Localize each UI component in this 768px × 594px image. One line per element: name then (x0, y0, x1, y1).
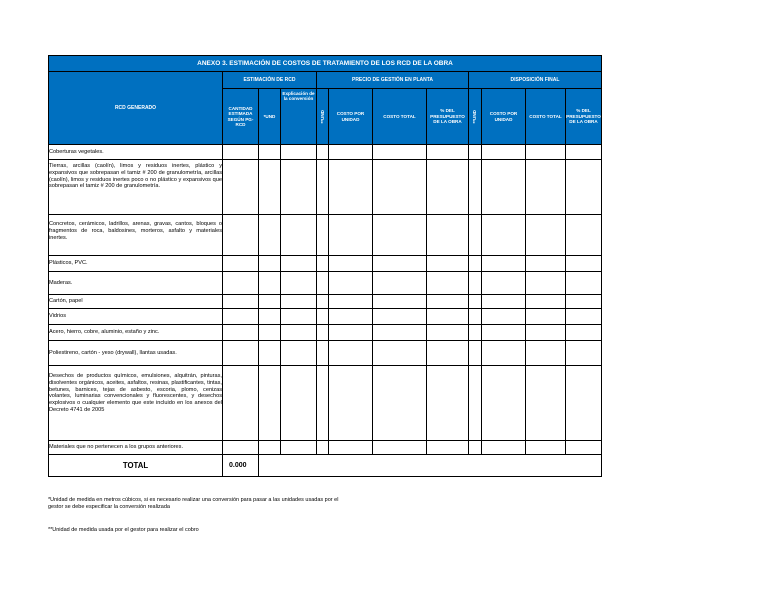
row-label: Tierras, arcillas (caolín), limos y residuos inertes, plástico y expansivos que sobrepasan el tamiz # 200 de granulometría, arcillas (caolín), limos y residuos inertes poco o no plástico y expansivos que sobrepasan el tamiz # 200 de granulometría. (49, 160, 223, 215)
input-cell[interactable] (526, 341, 566, 366)
input-cell[interactable] (281, 441, 317, 455)
header-rcd-generado: RCD GENERADO (49, 72, 223, 145)
input-cell[interactable] (281, 325, 317, 341)
input-cell[interactable] (469, 366, 482, 441)
input-cell[interactable] (526, 441, 566, 455)
table-row (49, 145, 602, 160)
input-cell[interactable] (223, 145, 259, 160)
table-row (49, 366, 602, 441)
input-cell[interactable] (317, 145, 329, 160)
row-label: Concretos, cerámicos, ladrillos, arenas, gravas, cantos, bloques o fragmentos de roca, baldosines, morteros, asfalto y materiales inertes. (49, 215, 223, 256)
input-cell[interactable] (281, 215, 317, 256)
input-cell[interactable] (482, 145, 526, 160)
input-cell[interactable] (427, 272, 469, 295)
input-cell[interactable] (566, 366, 602, 441)
input-cell[interactable] (317, 160, 329, 215)
input-cell[interactable] (223, 160, 259, 215)
input-cell[interactable] (566, 215, 602, 256)
footnote-unit-gestor: **Unidad de medida usada por el gestor para realizar el cobro (48, 527, 199, 533)
input-cell[interactable] (427, 341, 469, 366)
input-cell[interactable] (317, 366, 329, 441)
input-cell[interactable] (526, 295, 566, 309)
col-cantidad: CANTIDAD ESTIMADA SEGÚN PG-RCD (223, 89, 259, 145)
table-row (49, 272, 602, 295)
table-row (49, 309, 602, 325)
cost-table (48, 55, 602, 477)
input-cell[interactable] (373, 341, 427, 366)
input-cell[interactable] (281, 160, 317, 215)
input-cell[interactable] (373, 309, 427, 325)
input-cell[interactable] (469, 309, 482, 325)
row-label: Poliestireno, cartón - yeso (drywall), llantas usadas. (49, 341, 223, 366)
input-cell[interactable] (281, 145, 317, 160)
input-cell[interactable] (566, 325, 602, 341)
input-cell[interactable] (281, 309, 317, 325)
input-cell[interactable] (223, 441, 259, 455)
input-cell[interactable] (469, 160, 482, 215)
col-costo-total: COSTO TOTAL (373, 89, 427, 145)
input-cell[interactable] (259, 341, 281, 366)
header-estimacion-rcd: ESTIMACIÓN DE RCD (223, 72, 317, 89)
input-cell[interactable] (317, 441, 329, 455)
input-cell[interactable] (223, 309, 259, 325)
table-row (49, 325, 602, 341)
col-explicacion: Explicación de la conversión (281, 89, 317, 145)
input-cell[interactable] (482, 309, 526, 325)
header-precio-gestion: PRECIO DE GESTIÓN EN PLANTA (317, 72, 469, 89)
input-cell[interactable] (223, 295, 259, 309)
input-cell[interactable] (329, 256, 373, 272)
input-cell[interactable] (259, 309, 281, 325)
input-cell[interactable] (566, 341, 602, 366)
input-cell[interactable] (281, 272, 317, 295)
input-cell[interactable] (259, 215, 281, 256)
input-cell[interactable] (281, 366, 317, 441)
input-cell[interactable] (373, 272, 427, 295)
col-und-disposicion-label: **UND (472, 109, 478, 124)
input-cell[interactable] (427, 256, 469, 272)
input-cell[interactable] (259, 295, 281, 309)
input-cell[interactable] (427, 441, 469, 455)
row-label: Plásticos, PVC. (49, 256, 223, 272)
footnote-unit-conversion: *Unidad de medida en metros cúbicos, si es necesario realizar una conversión para pasar a las unidades usadas por el gestor se debe especificar la conversión realizada (48, 497, 339, 510)
input-cell[interactable] (329, 160, 373, 215)
input-cell[interactable] (259, 441, 281, 455)
input-cell[interactable] (566, 272, 602, 295)
input-cell[interactable] (329, 441, 373, 455)
input-cell[interactable] (259, 325, 281, 341)
input-cell[interactable] (566, 160, 602, 215)
table-row (49, 441, 602, 455)
col-costo-unidad: COSTO POR UNIDAD (329, 89, 373, 145)
input-cell[interactable] (566, 145, 602, 160)
input-cell[interactable] (223, 215, 259, 256)
annex-sheet (48, 55, 601, 477)
input-cell[interactable] (469, 325, 482, 341)
input-cell[interactable] (482, 295, 526, 309)
input-cell[interactable] (373, 295, 427, 309)
input-cell[interactable] (482, 441, 526, 455)
input-cell[interactable] (329, 215, 373, 256)
input-cell[interactable] (329, 272, 373, 295)
input-cell[interactable] (482, 256, 526, 272)
input-cell[interactable] (566, 441, 602, 455)
header-disposicion-final: DISPOSICIÓN FINAL (469, 72, 602, 89)
input-cell[interactable] (427, 160, 469, 215)
input-cell[interactable] (329, 145, 373, 160)
input-cell[interactable] (259, 145, 281, 160)
input-cell[interactable] (469, 441, 482, 455)
input-cell[interactable] (469, 295, 482, 309)
input-cell[interactable] (469, 341, 482, 366)
input-cell[interactable] (373, 256, 427, 272)
input-cell[interactable] (317, 309, 329, 325)
input-cell[interactable] (317, 295, 329, 309)
input-cell[interactable] (281, 295, 317, 309)
total-row (49, 455, 602, 477)
col-und-gestor (317, 89, 329, 145)
input-cell[interactable] (259, 256, 281, 272)
input-cell[interactable] (427, 215, 469, 256)
table-title: ANEXO 3. ESTIMACIÓN DE COSTOS DE TRATAMIENTO DE LOS RCD DE LA OBRA (49, 56, 602, 72)
input-cell[interactable] (427, 145, 469, 160)
input-cell[interactable] (526, 325, 566, 341)
row-label: Materiales que no pertenecen a los grupos anteriores. (49, 441, 223, 455)
input-cell[interactable] (526, 309, 566, 325)
input-cell[interactable] (259, 272, 281, 295)
row-label: Vidrios (49, 309, 223, 325)
input-cell[interactable] (223, 272, 259, 295)
table-row (49, 341, 602, 366)
row-label: Desechos de productos químicos, emulsiones, alquitrán, pinturas, disolventes orgánicos, aceites, asfaltos, resinas, plastificantes, tintas, betunes, barnices, tejas de asbesto, escoria, plomo, cenizas volantes, luminarias convencionales y fluorescentes, y desechos explosivos o cualquier elemento que este incluido en los anexos del Decreto 4741 de 2005 (49, 366, 223, 441)
input-cell[interactable] (482, 215, 526, 256)
input-cell[interactable] (223, 256, 259, 272)
row-label: Acero, hierro, cobre, aluminio, estaño y zinc. (49, 325, 223, 341)
input-cell[interactable] (526, 366, 566, 441)
input-cell[interactable] (317, 215, 329, 256)
input-cell[interactable] (373, 325, 427, 341)
input-cell[interactable] (526, 215, 566, 256)
input-cell[interactable] (317, 256, 329, 272)
row-label: Maderas. (49, 272, 223, 295)
col-und: *UND (259, 89, 281, 145)
input-cell[interactable] (427, 325, 469, 341)
input-cell[interactable] (427, 309, 469, 325)
input-cell[interactable] (329, 325, 373, 341)
input-cell[interactable] (281, 341, 317, 366)
input-cell[interactable] (329, 341, 373, 366)
input-cell[interactable] (373, 366, 427, 441)
input-cell[interactable] (373, 441, 427, 455)
table-row (49, 215, 602, 256)
input-cell[interactable] (526, 145, 566, 160)
table-row (49, 295, 602, 309)
table-row (49, 256, 602, 272)
input-cell[interactable] (482, 272, 526, 295)
col-costo-total-disposicion: COSTO TOTAL (526, 89, 566, 145)
col-pct-presupuesto-disposicion: % DEL PRESUPUESTO DE LA OBRA (566, 89, 602, 145)
input-cell[interactable] (329, 366, 373, 441)
input-cell[interactable] (281, 256, 317, 272)
input-cell[interactable] (469, 256, 482, 272)
input-cell[interactable] (223, 341, 259, 366)
input-cell[interactable] (469, 272, 482, 295)
input-cell[interactable] (526, 272, 566, 295)
input-cell[interactable] (469, 215, 482, 256)
total-value: 0.000 (223, 455, 259, 477)
input-cell[interactable] (223, 366, 259, 441)
input-cell[interactable] (526, 256, 566, 272)
input-cell[interactable] (223, 325, 259, 341)
input-cell[interactable] (427, 366, 469, 441)
col-und-disposicion (469, 89, 482, 145)
input-cell[interactable] (317, 325, 329, 341)
row-label: Cartón, papel (49, 295, 223, 309)
input-cell[interactable] (259, 160, 281, 215)
total-empty-span (259, 455, 602, 477)
input-cell[interactable] (482, 341, 526, 366)
input-cell[interactable] (317, 341, 329, 366)
input-cell[interactable] (259, 366, 281, 441)
col-und-gestor-label: **UND (319, 109, 325, 124)
input-cell[interactable] (329, 309, 373, 325)
input-cell[interactable] (427, 295, 469, 309)
table-row (49, 160, 602, 215)
input-cell[interactable] (566, 295, 602, 309)
input-cell[interactable] (482, 366, 526, 441)
input-cell[interactable] (373, 160, 427, 215)
row-label: Coberturas vegetales. (49, 145, 223, 160)
input-cell[interactable] (373, 215, 427, 256)
input-cell[interactable] (526, 160, 566, 215)
input-cell[interactable] (482, 325, 526, 341)
total-label: TOTAL (49, 455, 223, 477)
input-cell[interactable] (566, 309, 602, 325)
input-cell[interactable] (469, 145, 482, 160)
input-cell[interactable] (482, 160, 526, 215)
col-pct-presupuesto: % DEL PRESUPUESTO DE LA OBRA (427, 89, 469, 145)
input-cell[interactable] (566, 256, 602, 272)
input-cell[interactable] (329, 295, 373, 309)
input-cell[interactable] (317, 272, 329, 295)
col-costo-unidad-disposicion: COSTO POR UNIDAD (482, 89, 526, 145)
input-cell[interactable] (373, 145, 427, 160)
